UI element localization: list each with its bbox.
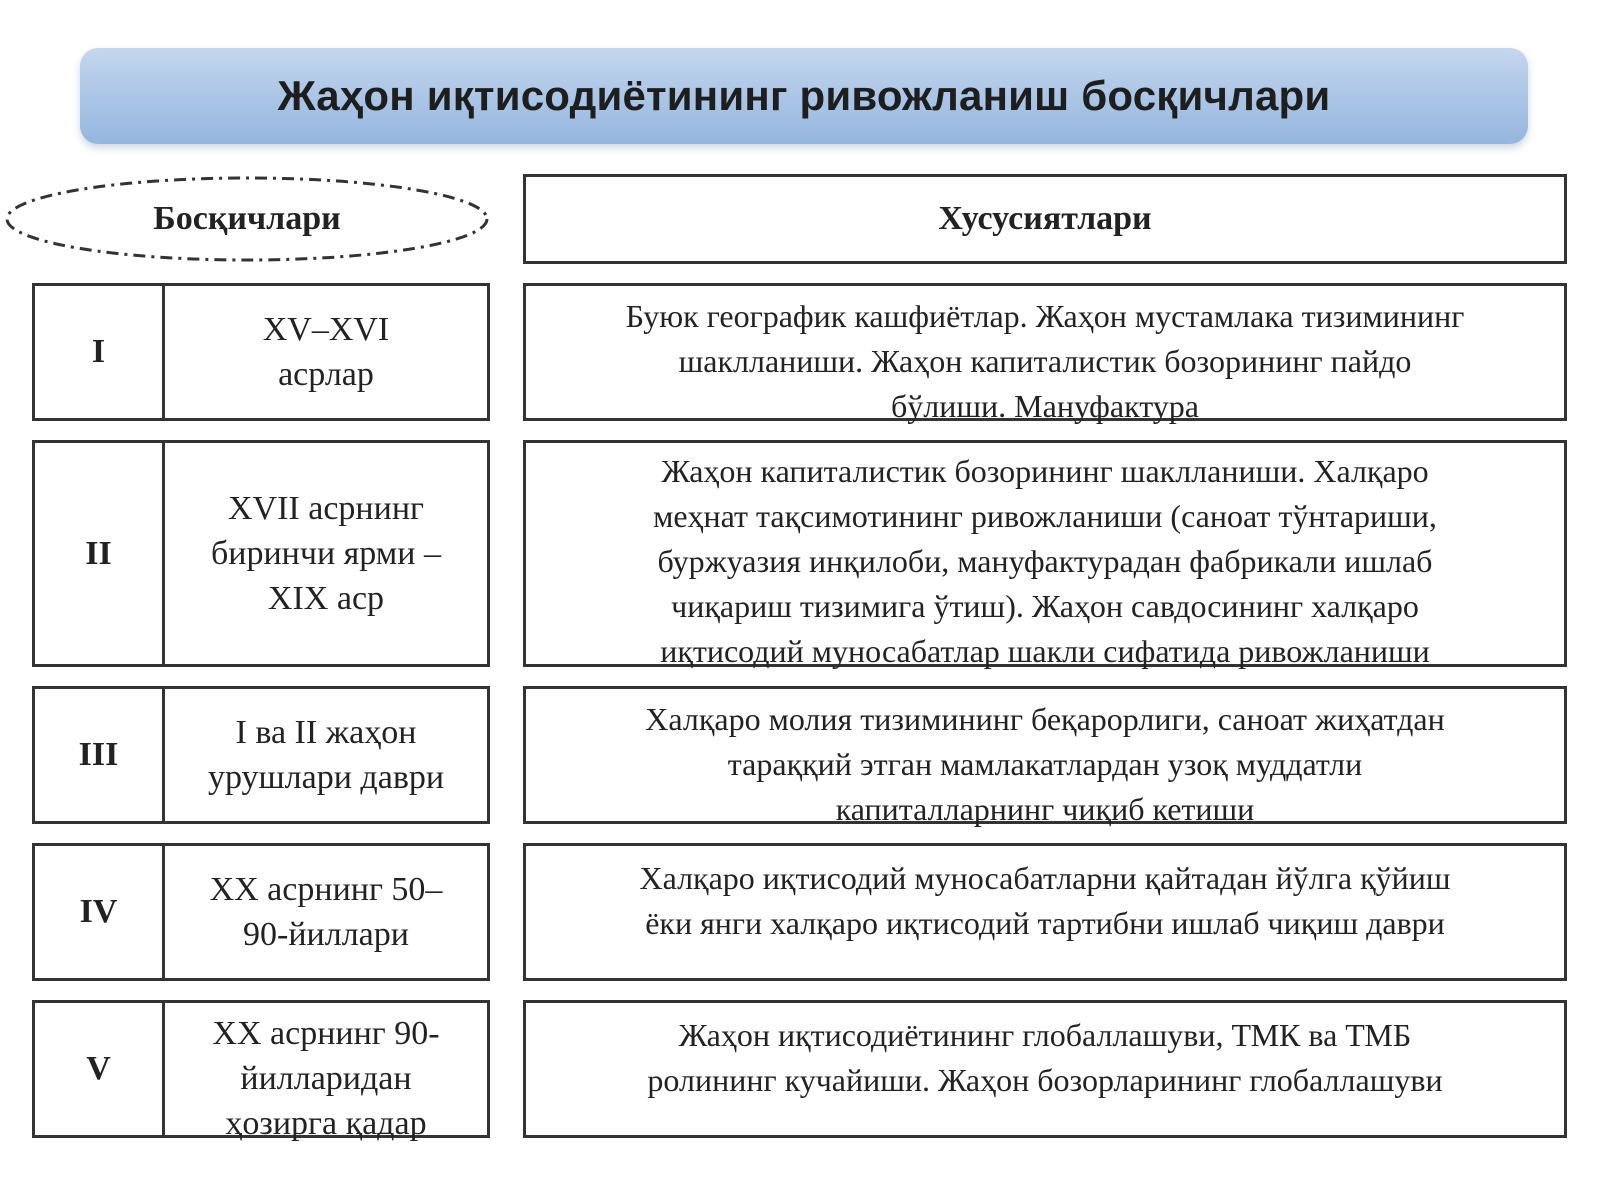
stage-period: XVII асрнинг биринчи ярми – XIX аср: [210, 490, 441, 617]
features-text: Халқаро иқтисодий муносабатларни қайтадан йўлга қўйиш ёки янги халқаро иқтисодий тартибни ишлаб чиқиш даври: [639, 860, 1451, 941]
title-banner: [80, 48, 1528, 144]
stage-features-5: [523, 1000, 1567, 1138]
stage-row-3: [32, 686, 490, 824]
stage-number: III: [35, 689, 165, 821]
stages-header: [3, 174, 491, 264]
stage-period: XX асрнинг 90- йилларидан ҳозирга қадар: [212, 1015, 440, 1142]
stage-row-4: [32, 843, 490, 981]
stage-features-2: [523, 440, 1567, 667]
stage-period: XX асрнинг 50– 90-йиллари: [209, 871, 443, 953]
stage-row-5: [32, 1000, 490, 1142]
features-header: Хусусиятлари: [523, 174, 1567, 264]
stage-row-1: [32, 283, 490, 421]
stage-features-4: [523, 843, 1567, 981]
stages-header-label: Босқичлари: [153, 200, 341, 237]
stage-number: V: [35, 1003, 165, 1135]
stage-period: XV–XVI асрлар: [262, 311, 390, 393]
stage-features-3: [523, 686, 1567, 827]
features-text: Жаҳон иқтисодиётининг глобаллашуви, ТМК ва ТМБ ролининг кучайиши. Жаҳон бозорларининг глобаллашуви: [647, 1017, 1443, 1098]
stage-period: I ва II жаҳон урушлари даври: [207, 714, 445, 796]
features-text: Жаҳон капиталистик бозорининг шаклланиши. Халқаро меҳнат тақсимотининг ривожланиши (саноат тўнтариши, буржуазия инқилоби, мануфактурадан фабрикали ишлаб чиқариш тизимига ўтиш). Жаҳон савдосининг халқаро иқтисодий муносабатлар шакли сифатида ривожланиши: [653, 453, 1437, 669]
stage-number: I: [35, 286, 165, 418]
page-title: Жаҳон иқтисодиётининг ривожланиш босқичлари: [277, 72, 1331, 119]
stage-number: II: [35, 443, 165, 664]
features-text: Халқаро молия тизимининг беқарорлиги, саноат жиҳатдан тараққий этган мамлакатлардан узоқ муддатли капиталларнинг чиқиб кетиши: [645, 701, 1445, 827]
stage-number: IV: [35, 846, 165, 978]
stage-row-2: [32, 440, 490, 667]
stage-features-1: [523, 283, 1567, 424]
features-text: Буюк географик кашфиётлар. Жаҳон мустамлака тизимининг шаклланиши. Жаҳон капиталистик бозорининг пайдо бўлиши. Мануфактура: [625, 298, 1465, 424]
